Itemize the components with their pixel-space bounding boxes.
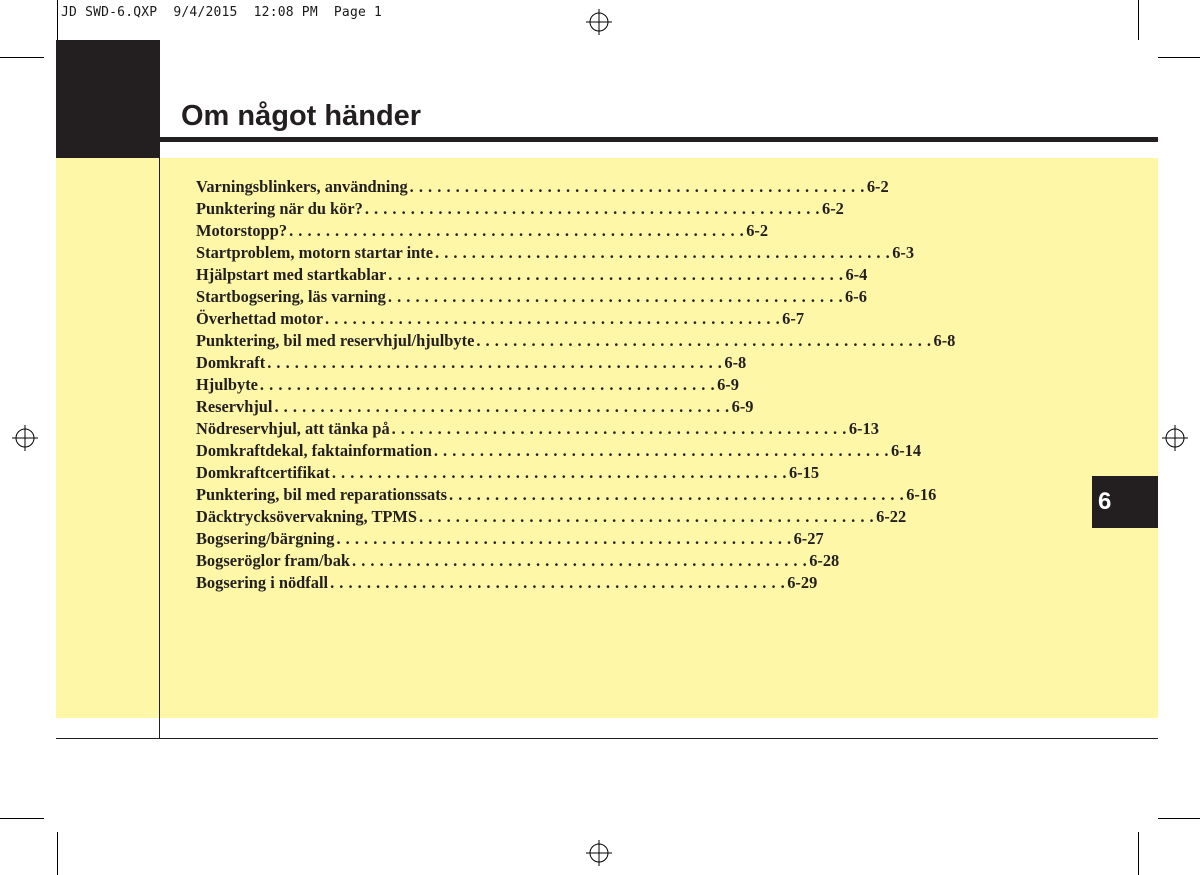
toc-leader-dots: . . . . . . . . . . . . . . . . . . . . . . . . . . . . . . . . . . . . . . . . . . . . . . . . . . (449, 485, 905, 504)
toc-entry-page: 6-14 (891, 441, 922, 460)
toc-entry[interactable] (196, 550, 840, 572)
toc-entry-page: 6-2 (822, 199, 844, 218)
toc-leader-dots: . . . . . . . . . . . . . . . . . . . . . . . . . . . . . . . . . . . . . . . . . . . . . . . . . . (267, 353, 723, 372)
toc-entry-page: 6-9 (731, 397, 754, 416)
toc-leader-dots: . . . . . . . . . . . . . . . . . . . . . . . . . . . . . . . . . . . . . . . . . . . . . . . . . . (330, 573, 786, 592)
toc-entry[interactable] (196, 572, 818, 594)
toc-leader-dots: . . . . . . . . . . . . . . . . . . . . . . . . . . . . . . . . . . . . . . . . . . . . . . . . . . (435, 243, 891, 262)
toc-entry-label: Domkraftdekal, faktainformation (196, 441, 432, 460)
toc-entry-page: 6-28 (809, 551, 840, 570)
toc-entry[interactable] (196, 506, 907, 528)
header-black-block (56, 40, 160, 158)
toc-entry-label: Motorstopp? (196, 221, 288, 240)
crop-mark (1138, 0, 1139, 40)
toc-entry[interactable] (196, 440, 922, 462)
toc-entry-page: 6-22 (876, 507, 907, 526)
toc-entry-label: Hjälpstart med startkablar (196, 265, 387, 284)
crop-mark (0, 57, 44, 58)
toc-entry-label: Bogsering i nödfall (196, 573, 329, 592)
toc-entry[interactable] (196, 264, 868, 286)
bottom-rule (56, 738, 1158, 739)
chapter-number: 6 (1098, 488, 1112, 515)
toc-entry-label: Punktering, bil med reparationssats (196, 485, 448, 504)
toc-entry-page: 6-15 (788, 463, 820, 482)
crop-mark (1158, 57, 1200, 58)
toc-leader-dots: . . . . . . . . . . . . . . . . . . . . . . . . . . . . . . . . . . . . . . . . . . . . . . . . . . (433, 441, 890, 460)
toc-entry-label: Domkraft (196, 353, 266, 372)
crop-mark (57, 0, 58, 40)
toc-entry-label: Hjulbyte (196, 375, 258, 394)
toc-entry-page: 6-6 (845, 287, 867, 306)
registration-mark-top (586, 9, 612, 35)
toc-entry[interactable] (196, 374, 739, 396)
toc-entry-label: Varningsblinkers, användning (196, 177, 408, 196)
toc-entry-page: 6-16 (906, 485, 937, 504)
title-rule (160, 137, 1158, 142)
toc-leader-dots: . . . . . . . . . . . . . . . . . . . . . . . . . . . . . . . . . . . . . . . . . . . . . . . . . . (325, 309, 781, 328)
toc-entry-page: 6-7 (782, 309, 805, 328)
toc-entry-page: 6-13 (848, 419, 879, 438)
toc-entry[interactable] (196, 330, 956, 352)
toc-entry[interactable] (196, 242, 915, 264)
toc-entry-page: 6-27 (793, 529, 824, 548)
toc-entry[interactable] (196, 528, 824, 550)
toc-entry-label: Startbogsering, läs varning (196, 287, 386, 306)
toc-leader-dots: . . . . . . . . . . . . . . . . . . . . . . . . . . . . . . . . . . . . . . . . . . . . . . . . . . (336, 529, 792, 548)
toc-entry[interactable] (196, 286, 867, 308)
toc-entry-page: 6-29 (787, 573, 818, 592)
toc-leader-dots: . . . . . . . . . . . . . . . . . . . . . . . . . . . . . . . . . . . . . . . . . . . . . . . . . . (391, 419, 847, 438)
toc-entry-page: 6-3 (892, 243, 915, 262)
toc-entry-label: Nödreservhjul, att tänka på (196, 419, 390, 438)
chapter-tab (1092, 476, 1158, 528)
toc-leader-dots: . . . . . . . . . . . . . . . . . . . . . . . . . . . . . . . . . . . . . . . . . . . . . . . . . . (259, 375, 716, 394)
toc-entry-label: Överhettad motor (196, 309, 323, 328)
toc-entry-page: 6-2 (866, 177, 889, 196)
toc-entry-page: 6-9 (717, 375, 739, 394)
toc-entry[interactable] (196, 396, 754, 418)
registration-mark-left (12, 425, 38, 451)
page-title: Om något händer (181, 100, 422, 132)
toc-entry-label: Domkraftcertifikat (196, 463, 330, 482)
toc-entry-label: Punktering, bil med reservhjul/hjulbyte (196, 331, 475, 350)
toc-leader-dots: . . . . . . . . . . . . . . . . . . . . . . . . . . . . . . . . . . . . . . . . . . . . . . . . . . (352, 551, 808, 570)
toc-leader-dots: . . . . . . . . . . . . . . . . . . . . . . . . . . . . . . . . . . . . . . . . . . . . . . . . . . (274, 397, 730, 416)
registration-mark-right (1162, 425, 1188, 451)
toc-entry[interactable] (196, 418, 879, 440)
margin-rule (159, 158, 160, 738)
toc-entry-label: Reservhjul (196, 397, 273, 416)
toc-entry-page: 6-8 (724, 353, 747, 372)
crop-mark (0, 818, 44, 819)
toc-leader-dots: . . . . . . . . . . . . . . . . . . . . . . . . . . . . . . . . . . . . . . . . . . . . . . . . . . (476, 331, 932, 350)
toc-leader-dots: . . . . . . . . . . . . . . . . . . . . . . . . . . . . . . . . . . . . . . . . . . . . . . . . . . (409, 177, 865, 196)
toc-entry-page: 6-4 (845, 265, 868, 284)
toc-leader-dots: . . . . . . . . . . . . . . . . . . . . . . . . . . . . . . . . . . . . . . . . . . . . . . . . . . (388, 265, 844, 284)
crop-mark (1138, 832, 1139, 875)
toc-leader-dots: . . . . . . . . . . . . . . . . . . . . . . . . . . . . . . . . . . . . . . . . . . . . . . . . . . (387, 287, 844, 306)
toc-leader-dots: . . . . . . . . . . . . . . . . . . . . . . . . . . . . . . . . . . . . . . . . . . . . . . . . . . (364, 199, 820, 218)
registration-mark-bottom (586, 840, 612, 866)
toc-entry[interactable] (196, 352, 747, 374)
toc-entry[interactable] (196, 484, 937, 506)
print-slug: JD SWD-6.QXP 9/4/2015 12:08 PM Page 1 (61, 5, 383, 20)
toc-entry[interactable] (196, 462, 820, 484)
toc-entry-page: 6-8 (933, 331, 956, 350)
toc-entry-label: Bogseröglor fram/bak (196, 551, 351, 570)
toc-leader-dots: . . . . . . . . . . . . . . . . . . . . . . . . . . . . . . . . . . . . . . . . . . . . . . . . . . (331, 463, 787, 482)
toc-leader-dots: . . . . . . . . . . . . . . . . . . . . . . . . . . . . . . . . . . . . . . . . . . . . . . . . . . (418, 507, 875, 526)
toc-leader-dots: . . . . . . . . . . . . . . . . . . . . . . . . . . . . . . . . . . . . . . . . . . . . . . . . . . (289, 221, 745, 240)
crop-mark (57, 832, 58, 875)
toc-entry[interactable] (196, 308, 805, 330)
table-of-contents (196, 176, 956, 594)
toc-entry[interactable] (196, 220, 769, 242)
toc-entry-label: Bogsering/bärgning (196, 529, 335, 548)
toc-entry[interactable] (196, 176, 889, 198)
toc-entry[interactable] (196, 198, 844, 220)
crop-mark (1158, 818, 1200, 819)
toc-entry-label: Däcktrycksövervakning, TPMS (196, 507, 417, 526)
toc-entry-page: 6-2 (746, 221, 769, 240)
toc-entry-label: Punktering när du kör? (196, 199, 363, 218)
toc-entry-label: Startproblem, motorn startar inte (196, 243, 434, 262)
